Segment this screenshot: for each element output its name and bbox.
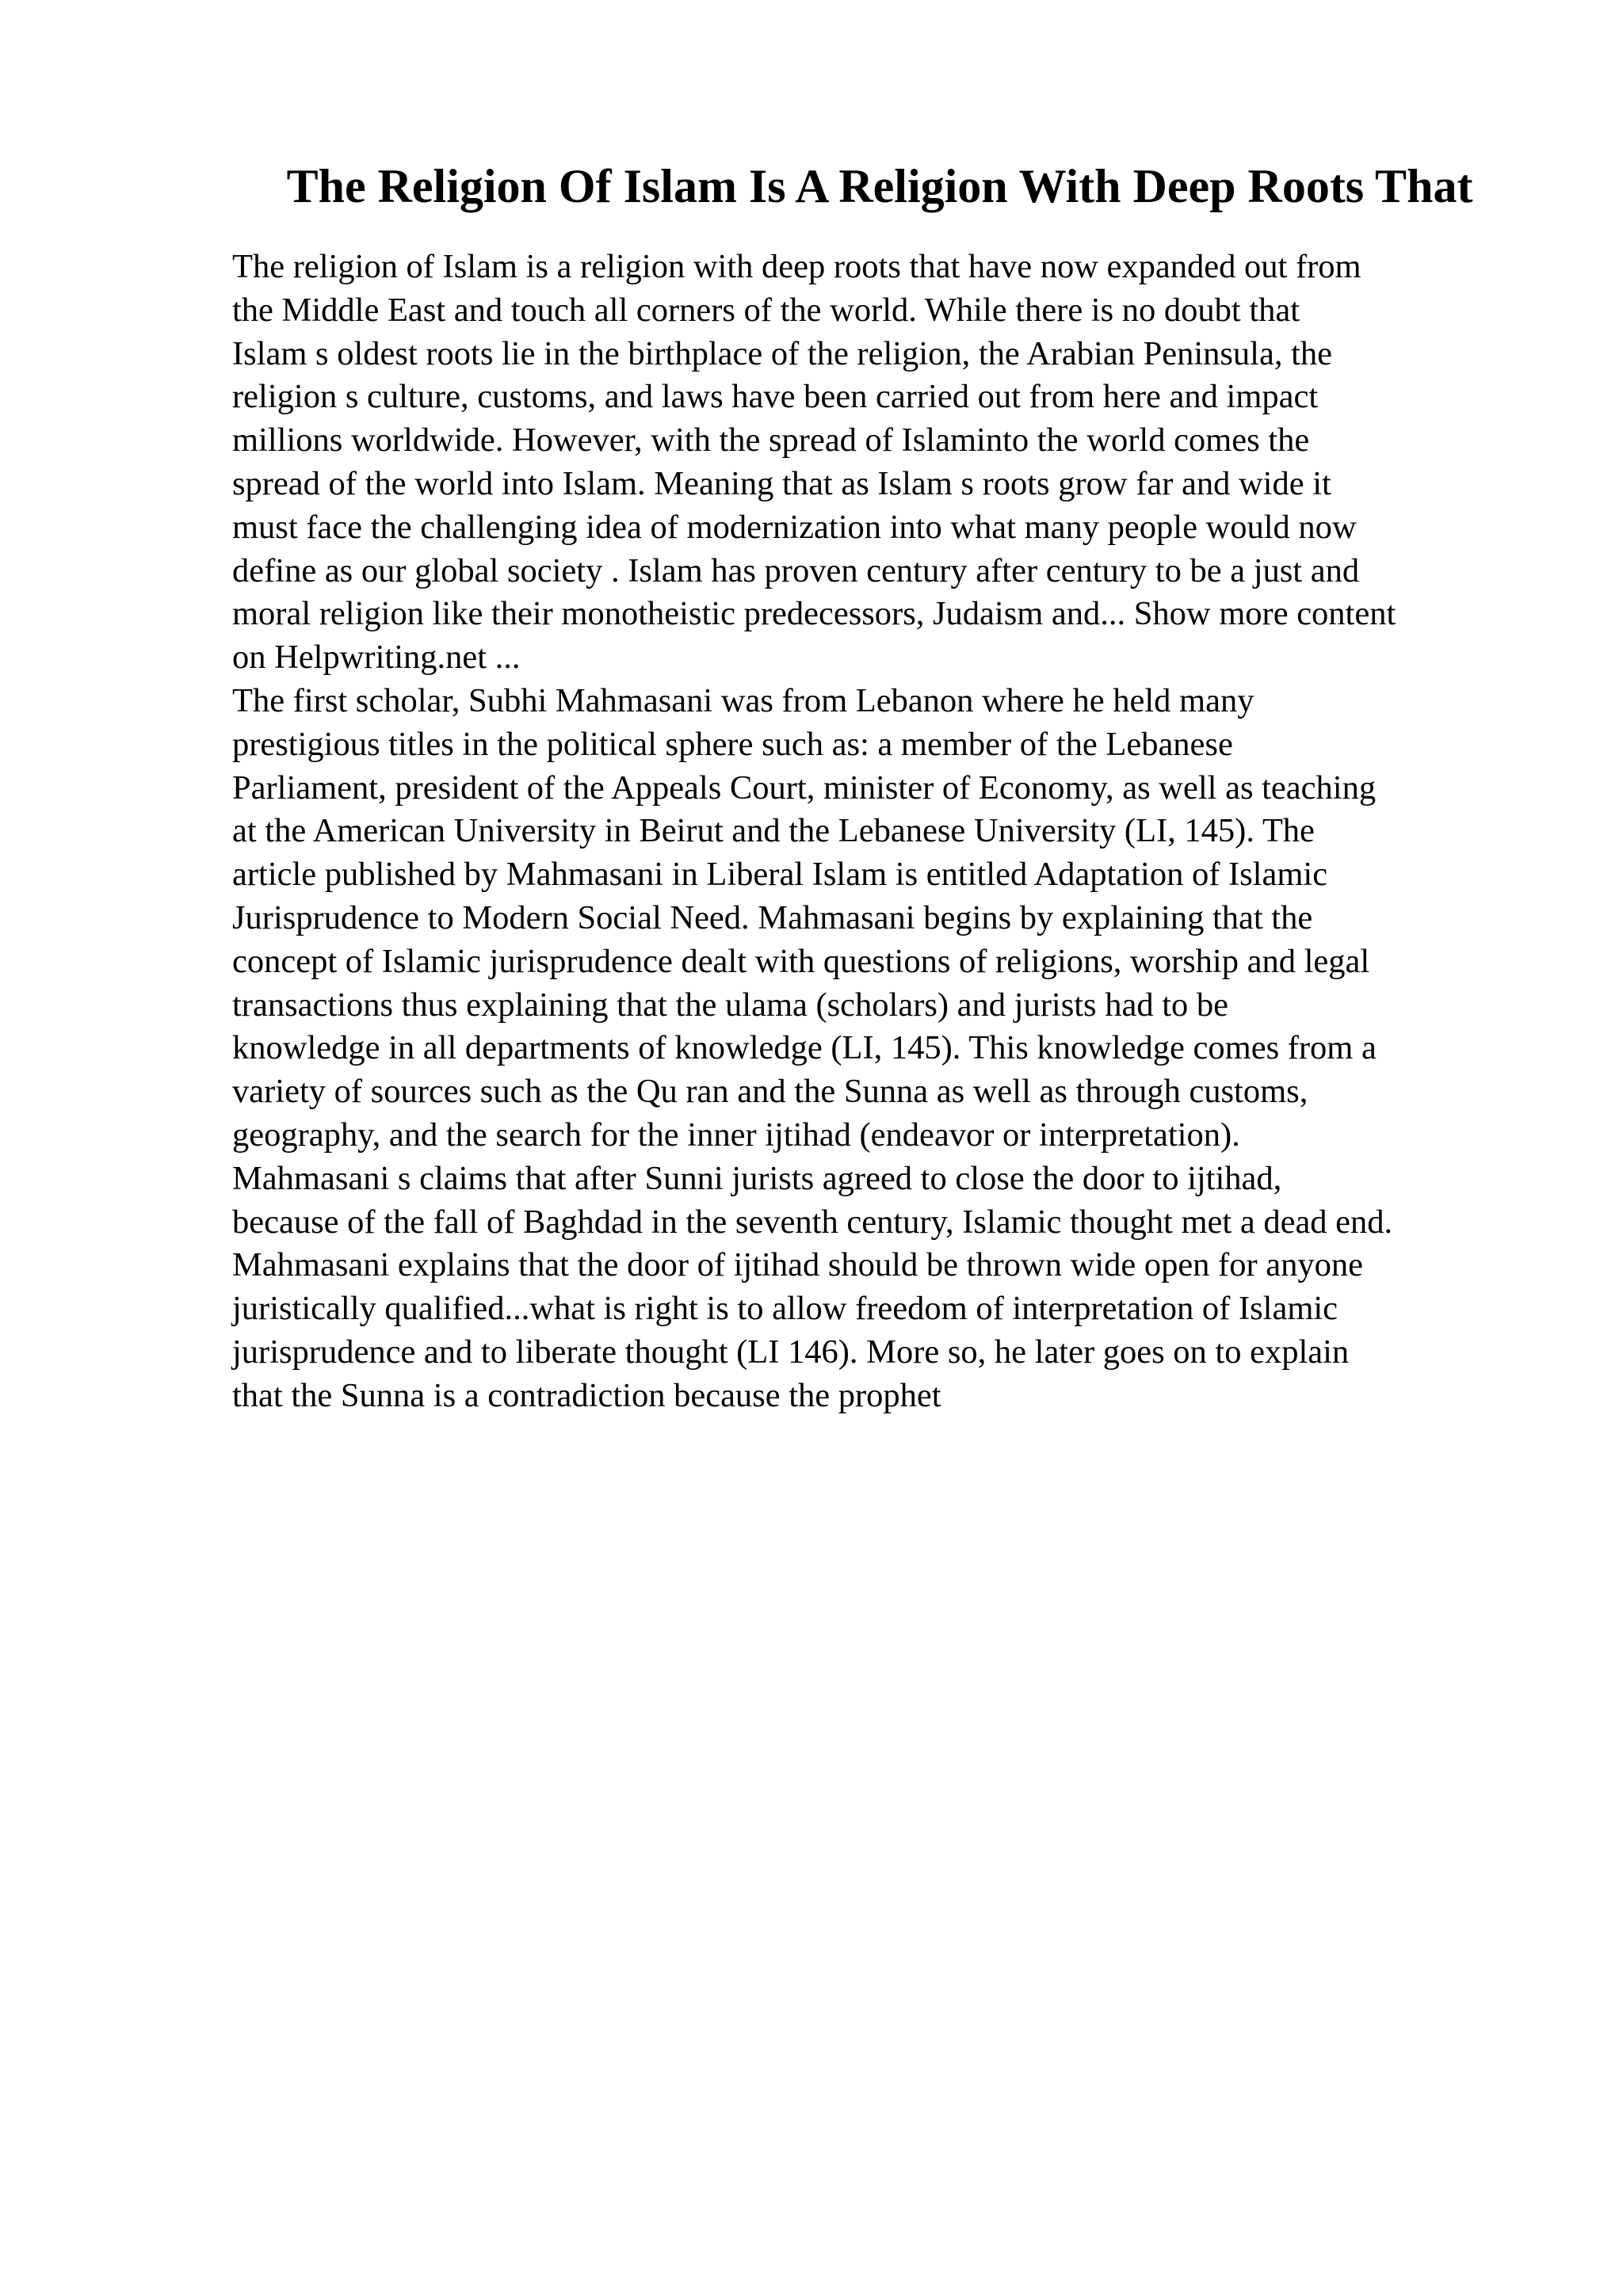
text-line: geography, and the search for the inner ijtihad (endeavor or interpretation). (232, 1116, 1240, 1154)
text-line: because of the fall of Baghdad in the seventh century, Islamic thought met a dead end. (232, 1203, 1393, 1241)
text-line: at the American University in Beirut and the Lebanese University (LI, 145). The (232, 812, 1315, 850)
text-line: Mahmasani explains that the door of ijtihad should be thrown wide open for anyone (232, 1246, 1363, 1284)
text-line: the Middle East and touch all corners of the world. While there is no doubt that (232, 291, 1300, 329)
text-line: transactions thus explaining that the ulama (scholars) and jurists had to be (232, 986, 1228, 1024)
text-line: knowledge in all departments of knowledge (LI, 145). This knowledge comes from a (232, 1029, 1377, 1067)
paragraph-1 (232, 246, 1532, 680)
text-line: juristically qualified...what is right is to allow freedom of interpretation of Islamic (232, 1290, 1338, 1328)
document-body (232, 246, 1532, 1418)
text-line: define as our global society . Islam has proven century after century to be a just and (232, 551, 1360, 589)
text-line: must face the challenging idea of modernization into what many people would now (232, 508, 1357, 546)
paragraph-2 (232, 680, 1532, 1418)
text-line: variety of sources such as the Qu ran and the Sunna as well as through customs, (232, 1073, 1308, 1111)
text-line: that the Sunna is a contradiction because the prophet (232, 1376, 941, 1414)
text-line: millions worldwide. However, with the spread of Islaminto the world comes the (232, 421, 1310, 460)
text-line: The religion of Islam is a religion with deep roots that have now expanded out from (232, 248, 1361, 285)
text-line: article published by Mahmasani in Liberal Islam is entitled Adaptation of Islamic (232, 856, 1328, 894)
text-line: Islam s oldest roots lie in the birthplace of the religion, the Arabian Peninsula, the (232, 334, 1333, 372)
text-line: religion s culture, customs, and laws have been carried out from here and impact (232, 378, 1319, 416)
text-line: Mahmasani s claims that after Sunni jurists agreed to close the door to ijtihad, (232, 1159, 1282, 1197)
text-line: spread of the world into Islam. Meaning that as Islam s roots grow far and wide it (232, 464, 1331, 502)
text-line: moral religion like their monotheistic predecessors, Judaism and... Show more content (232, 595, 1396, 633)
text-line: concept of Islamic jurisprudence dealt with questions of religions, worship and legal (232, 942, 1370, 980)
text-line: Jurisprudence to Modern Social Need. Mahmasani begins by explaining that the (232, 898, 1313, 936)
text-line: Parliament, president of the Appeals Court, minister of Economy, as well as teaching (232, 769, 1377, 807)
text-line: on Helpwriting.net ... (232, 639, 521, 677)
text-line: jurisprudence and to liberate thought (LI 146). More so, he later goes on to explain (232, 1333, 1350, 1371)
text-line: prestigious titles in the political sphere such as: a member of the Lebanese (232, 725, 1233, 763)
document-title: The Religion Of Islam Is A Religion With Deep Roots That (286, 160, 1473, 212)
text-line: The first scholar, Subhi Mahmasani was from Lebanon where he held many (232, 681, 1254, 719)
